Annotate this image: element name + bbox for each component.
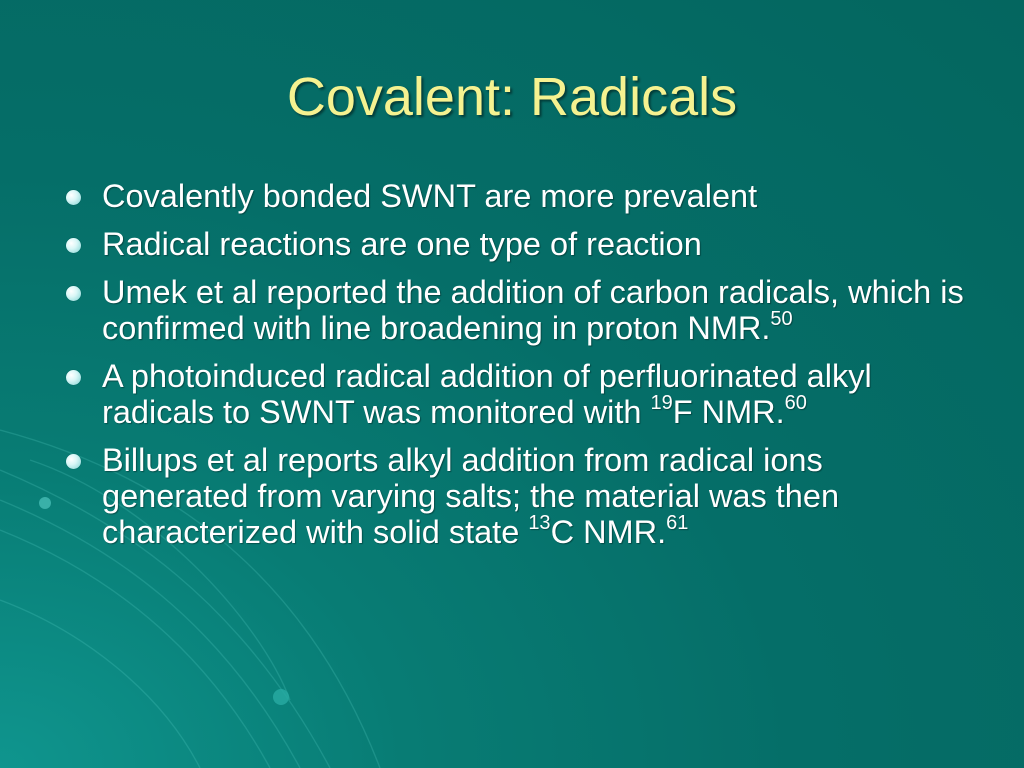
isotope-superscript: 19 [650, 392, 673, 414]
bullet-dot-icon [66, 454, 81, 469]
bullet-text: A photoinduced radical addition of perfluorinated alkyl radicals to SWNT was monitored with [102, 358, 872, 430]
bullet-list [60, 178, 970, 562]
decorative-dot [39, 497, 51, 509]
bullet-text: Billups et al reports alkyl addition from radical ions generated from varying salts; the material was then characterized with solid state [102, 442, 840, 550]
bullet-dot-icon [66, 370, 81, 385]
bullet-item [60, 274, 970, 346]
bullet-dot-icon [66, 286, 81, 301]
bullet-item [60, 442, 970, 550]
slide-title: Covalent: Radicals [286, 67, 738, 127]
bullet-item [60, 358, 970, 430]
bullet-text-continued: F NMR. [672, 394, 785, 430]
bullet-text: Covalently bonded SWNT are more prevalent [102, 178, 758, 214]
bullet-text-continued: C NMR. [550, 514, 667, 550]
bullet-dot-icon [66, 238, 81, 253]
reference-superscript: 60 [784, 392, 807, 414]
bullet-text: Radical reactions are one type of reaction [102, 226, 702, 262]
reference-superscript: 61 [666, 512, 689, 534]
decorative-dot [273, 689, 289, 705]
reference-superscript: 50 [770, 308, 793, 330]
isotope-superscript: 13 [528, 512, 551, 534]
bullet-text: Umek et al reported the addition of carbon radicals, which is confirmed with line broadening in proton NMR. [102, 274, 964, 346]
bullet-item [60, 226, 970, 262]
bullet-item [60, 178, 970, 214]
bullet-dot-icon [66, 190, 81, 205]
